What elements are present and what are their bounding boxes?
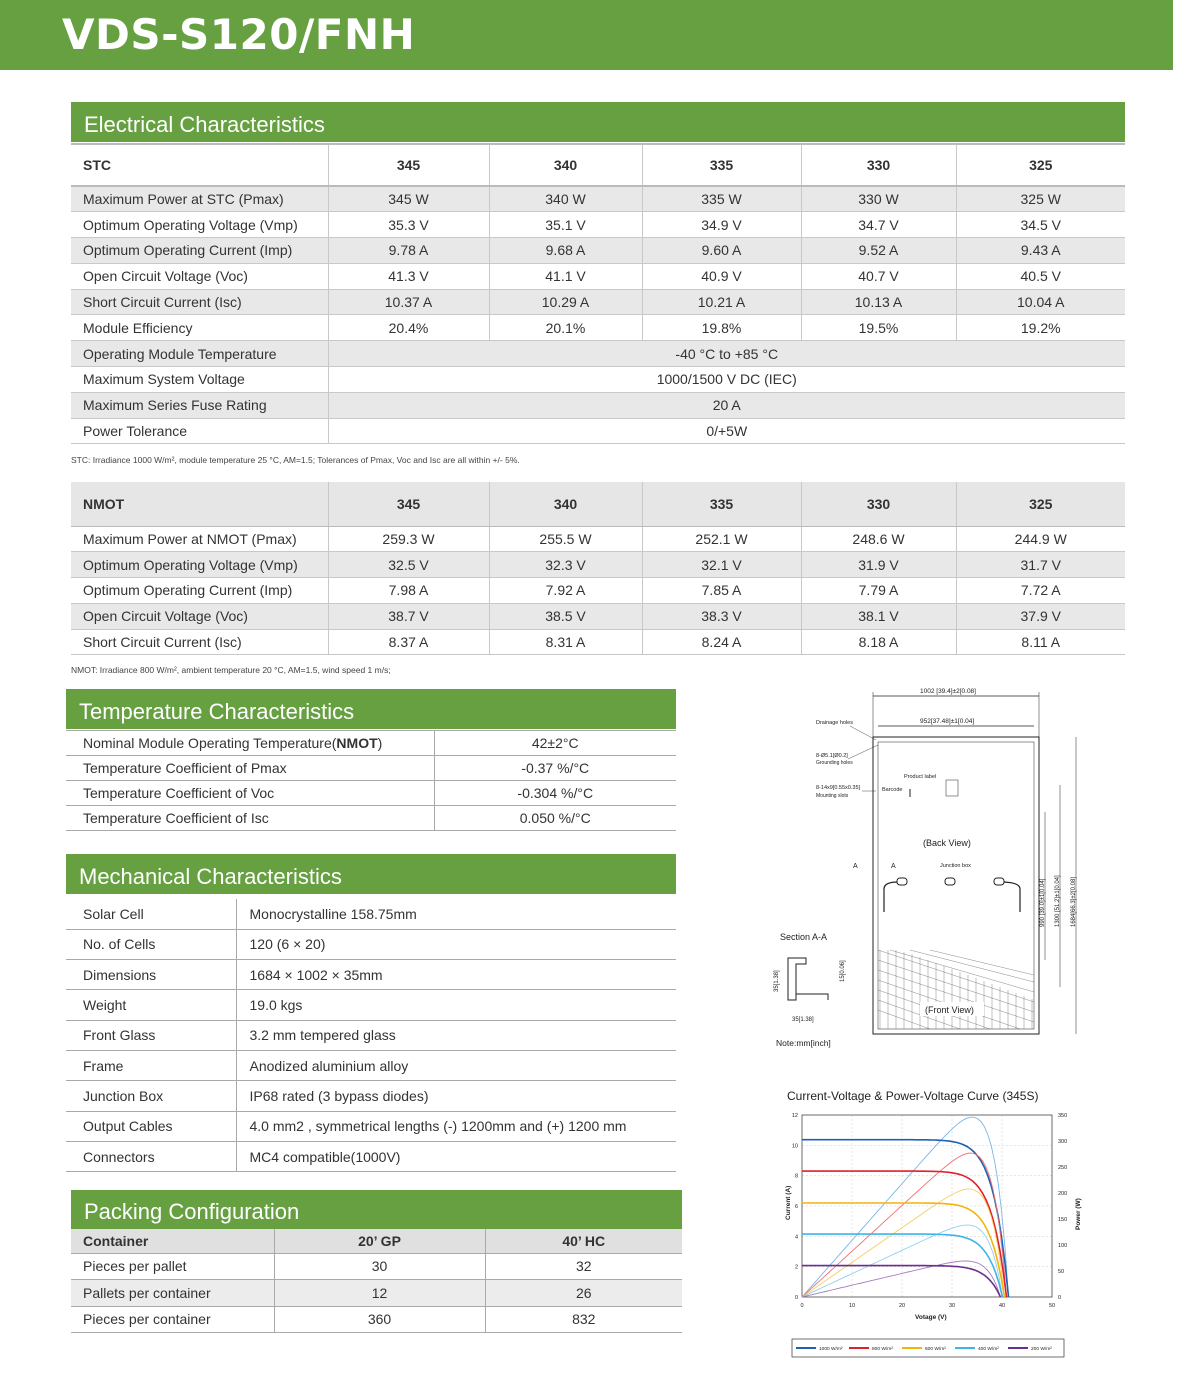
y-tick-label: 4 — [794, 1234, 798, 1241]
pack-header-cell: 40’ HC — [485, 1229, 682, 1253]
stc-cell: 9.78 A — [328, 238, 489, 264]
legend-label: 800 W/m² — [872, 1347, 893, 1352]
packing-heading-text: Packing Configuration — [84, 1199, 300, 1224]
barcode-label: Barcode — [882, 787, 903, 793]
y-tick-label: 0 — [794, 1295, 798, 1301]
stc-note: STC: Irradiance 1000 W/m², module temperature 25 °C, AM=1.5; Tolerances of Pmax, Voc and Isc are all within +/- 5%. — [71, 455, 520, 465]
note-label: Note:mm[inch] — [776, 1038, 831, 1048]
stc-row — [71, 289, 1125, 315]
mech-row-value: 19.0 kgs — [236, 990, 676, 1020]
stc-row-label: Maximum Power at STC (Pmax) — [71, 186, 328, 212]
nmot-cell: 38.7 V — [328, 603, 489, 629]
mech-row-value: IP68 rated (3 bypass diodes) — [236, 1081, 676, 1111]
mech-row — [66, 929, 676, 959]
nmot-row-label: Open Circuit Voltage (Voc) — [71, 603, 328, 629]
mechanical-heading — [66, 854, 676, 894]
stc-header-model: 345 — [328, 144, 489, 186]
stc-span-value: 20 A — [328, 392, 1125, 418]
pack-header-cell: 20’ GP — [274, 1229, 485, 1253]
pack-row — [71, 1306, 682, 1333]
page-title: VDS-S120/FNH — [62, 10, 416, 59]
mech-row-value: Anodized aluminium alloy — [236, 1050, 676, 1080]
pack-row-label: Pallets per container — [71, 1280, 274, 1307]
temp-row-label — [66, 781, 434, 806]
junction-box-label: Junction box — [940, 863, 971, 869]
nmot-cell: 252.1 W — [642, 526, 801, 552]
nmot-note: NMOT: Irradiance 800 W/m², ambient temperature 20 °C, AM=1.5, wind speed 1 m/s; — [71, 665, 391, 675]
nmot-cell: 32.1 V — [642, 552, 801, 578]
nmot-row-label: Optimum Operating Current (Imp) — [71, 578, 328, 604]
stc-cell: 35.1 V — [489, 212, 642, 238]
nmot-cell: 37.9 V — [956, 603, 1125, 629]
stc-cell: 9.60 A — [642, 238, 801, 264]
junction-box-2 — [945, 878, 955, 885]
y2-tick-label: 350 — [1058, 1113, 1068, 1119]
stc-cell: 10.29 A — [489, 289, 642, 315]
y-tick-label: 10 — [791, 1143, 798, 1150]
pack-row-label: Pieces per container — [71, 1306, 274, 1333]
stc-header-model: 330 — [801, 144, 956, 186]
stc-cell: 10.37 A — [328, 289, 489, 315]
mech-row-label: Output Cables — [66, 1111, 236, 1141]
temp-label-text: Nominal Module Operating Temperature( — [83, 735, 337, 751]
mech-row-label: No. of Cells — [66, 929, 236, 959]
product-label-text: Product label — [904, 774, 937, 780]
nmot-cell: 38.1 V — [801, 603, 956, 629]
stc-cell: 10.13 A — [801, 289, 956, 315]
section-marker-left: A — [853, 863, 858, 870]
x-tick-label: 0 — [800, 1303, 804, 1309]
stc-cell: 41.1 V — [489, 263, 642, 289]
nmot-row-label: Short Circuit Current (Isc) — [71, 629, 328, 655]
temperature-heading-text: Temperature Characteristics — [79, 699, 355, 724]
nmot-row-label: Optimum Operating Voltage (Vmp) — [71, 552, 328, 578]
dim-15-label: 15[0.06] — [840, 960, 846, 982]
nmot-row — [71, 578, 1125, 604]
stc-row-label: Short Circuit Current (Isc) — [71, 289, 328, 315]
inner-width-label: 952[37.48]±1[0.04] — [920, 718, 975, 725]
stc-row — [71, 212, 1125, 238]
mech-row — [66, 1111, 676, 1141]
temp-row — [66, 806, 676, 831]
stc-span-label: Power Tolerance — [71, 418, 328, 444]
mech-row-label: Front Glass — [66, 1020, 236, 1050]
y2-axis-label: Power (W) — [1075, 1198, 1082, 1230]
stc-cell: 35.3 V — [328, 212, 489, 238]
stc-cell: 41.3 V — [328, 263, 489, 289]
mech-row — [66, 1141, 676, 1171]
section-marker-right: A — [891, 863, 896, 870]
y-tick-label: 8 — [794, 1173, 798, 1180]
nmot-row — [71, 526, 1125, 552]
power-curve — [802, 1117, 1009, 1297]
stc-span-row — [71, 418, 1125, 444]
stc-span-label: Operating Module Temperature — [71, 341, 328, 367]
current-curve — [802, 1140, 1009, 1297]
nmot-row — [71, 629, 1125, 655]
nmot-row-label: Maximum Power at NMOT (Pmax) — [71, 526, 328, 552]
pack-cell: 32 — [485, 1253, 682, 1280]
stc-span-row — [71, 392, 1125, 418]
mech-row — [66, 1081, 676, 1111]
temperature-table — [66, 730, 676, 831]
stc-cell: 345 W — [328, 186, 489, 212]
stc-table — [71, 143, 1125, 444]
temp-row — [66, 731, 676, 756]
temp-row-value: 0.050 %/°C — [434, 806, 676, 831]
stc-cell: 10.04 A — [956, 289, 1125, 315]
stc-span-label: Maximum System Voltage — [71, 367, 328, 393]
stc-cell: 40.9 V — [642, 263, 801, 289]
stc-span-row — [71, 341, 1125, 367]
y2-tick-label: 100 — [1058, 1243, 1068, 1249]
pack-row — [71, 1253, 682, 1280]
grounding-label: Grounding holes — [816, 760, 853, 766]
title-banner — [0, 0, 1173, 70]
nmot-header-row — [71, 482, 1125, 526]
nmot-cell: 259.3 W — [328, 526, 489, 552]
temp-label-text: Temperature Coefficient of Isc — [83, 810, 269, 826]
temp-label-suffix: ) — [377, 735, 383, 751]
nmot-header-model: 330 — [801, 482, 956, 526]
y2-tick-label: 250 — [1058, 1165, 1068, 1171]
pack-cell: 360 — [274, 1306, 485, 1333]
x-tick-label: 40 — [998, 1303, 1006, 1309]
mechanical-table — [66, 899, 676, 1172]
stc-span-row — [71, 367, 1125, 393]
stc-cell: 20.4% — [328, 315, 489, 341]
stc-cell: 325 W — [956, 186, 1125, 212]
stc-header-model: 340 — [489, 144, 642, 186]
stc-cell: 9.52 A — [801, 238, 956, 264]
temp-row — [66, 781, 676, 806]
module-drawing — [770, 682, 1090, 1052]
drainage-leader — [850, 726, 876, 740]
stc-cell: 20.1% — [489, 315, 642, 341]
pack-header-row — [71, 1229, 682, 1253]
mech-row-label: Frame — [66, 1050, 236, 1080]
stc-cell: 40.7 V — [801, 263, 956, 289]
y2-tick-label: 50 — [1058, 1269, 1065, 1275]
nmot-row — [71, 552, 1125, 578]
pack-header-cell: Container — [71, 1229, 274, 1253]
y2-tick-label: 150 — [1058, 1217, 1068, 1223]
mech-row — [66, 990, 676, 1020]
legend-label: 1000 W/m² — [819, 1347, 843, 1352]
nmot-cell: 7.72 A — [956, 578, 1125, 604]
mech-row — [66, 899, 676, 929]
mech-row-label: Weight — [66, 990, 236, 1020]
stc-cell: 10.21 A — [642, 289, 801, 315]
grounding-dim: 8-Ø5.1[Ø0.2] — [816, 753, 848, 759]
dim-990-label: 990 [39.0]±1[0.04] — [1040, 878, 1046, 927]
legend-label: 400 W/m² — [978, 1347, 999, 1352]
stc-cell: 40.5 V — [956, 263, 1125, 289]
stc-row — [71, 238, 1125, 264]
nmot-cell: 7.85 A — [642, 578, 801, 604]
junction-box-1 — [897, 878, 907, 885]
junction-box-3 — [994, 878, 1004, 885]
nmot-cell: 8.24 A — [642, 629, 801, 655]
mech-row-label: Dimensions — [66, 960, 236, 990]
y-axis-label: Current (A) — [785, 1185, 792, 1220]
dim-1300-label: 1300 [51.2]±1[0.04] — [1055, 875, 1061, 927]
temp-row — [66, 756, 676, 781]
pack-row-label: Pieces per pallet — [71, 1253, 274, 1280]
nmot-cell: 244.9 W — [956, 526, 1125, 552]
nmot-cell: 7.79 A — [801, 578, 956, 604]
x-tick-label: 30 — [948, 1303, 956, 1309]
nmot-header-model: 345 — [328, 482, 489, 526]
y2-tick-label: 300 — [1058, 1139, 1068, 1145]
x-tick-label: 20 — [898, 1303, 906, 1309]
mounting-label: Mounting slots — [816, 793, 849, 799]
nmot-cell: 32.3 V — [489, 552, 642, 578]
mech-row-value: 120 (6 × 20) — [236, 929, 676, 959]
stc-span-value: 1000/1500 V DC (IEC) — [328, 367, 1125, 393]
stc-row-label: Module Efficiency — [71, 315, 328, 341]
stc-span-value: -40 °C to +85 °C — [328, 341, 1125, 367]
stc-header-model: 335 — [642, 144, 801, 186]
section-label: Section A-A — [780, 932, 828, 942]
stc-row-label: Open Circuit Voltage (Voc) — [71, 263, 328, 289]
mech-row — [66, 1020, 676, 1050]
y2-tick-label: 0 — [1058, 1295, 1062, 1301]
temp-row-label — [66, 731, 434, 756]
nmot-header-label: NMOT — [71, 482, 328, 526]
mech-row-value: 3.2 mm tempered glass — [236, 1020, 676, 1050]
power-curve — [802, 1261, 1001, 1297]
stc-header-row — [71, 144, 1125, 186]
temp-label-text: Temperature Coefficient of Voc — [83, 785, 275, 801]
mounting-dim: 8-14x9[0.55x0.35] — [816, 785, 861, 791]
nmot-cell: 31.7 V — [956, 552, 1125, 578]
width-label: 1002 [39.4]±2[0.08] — [920, 688, 976, 695]
x-tick-label: 50 — [1048, 1303, 1056, 1309]
stc-row-label: Optimum Operating Current (Imp) — [71, 238, 328, 264]
mech-row-value: Monocrystalline 158.75mm — [236, 899, 676, 929]
nmot-cell: 255.5 W — [489, 526, 642, 552]
stc-cell: 34.9 V — [642, 212, 801, 238]
x-tick-label: 10 — [848, 1303, 856, 1309]
stc-cell: 34.7 V — [801, 212, 956, 238]
stc-header-label: STC — [71, 144, 328, 186]
electrical-heading — [71, 102, 1125, 142]
stc-cell: 19.2% — [956, 315, 1125, 341]
power-curve — [802, 1189, 1005, 1297]
cable-right — [1000, 882, 1020, 912]
legend-label: 200 W/m² — [1031, 1347, 1052, 1352]
nmot-cell: 7.92 A — [489, 578, 642, 604]
stc-cell: 330 W — [801, 186, 956, 212]
stc-row-label: Optimum Operating Voltage (Vmp) — [71, 212, 328, 238]
section-flange — [796, 994, 828, 1000]
packing-table — [71, 1229, 682, 1333]
stc-cell: 34.5 V — [956, 212, 1125, 238]
nmot-cell: 8.11 A — [956, 629, 1125, 655]
back-view-label: (Back View) — [923, 838, 971, 848]
pack-cell: 832 — [485, 1306, 682, 1333]
nmot-header-model: 340 — [489, 482, 642, 526]
stc-cell: 19.8% — [642, 315, 801, 341]
stc-span-label: Maximum Series Fuse Rating — [71, 392, 328, 418]
cable-left — [884, 882, 898, 912]
dim-1684-label: 1684[66.3]±2[0.08] — [1071, 876, 1077, 927]
temp-row-value: -0.304 %/°C — [434, 781, 676, 806]
temp-row-label — [66, 756, 434, 781]
y-tick-label: 6 — [794, 1204, 798, 1210]
stc-header-model: 325 — [956, 144, 1125, 186]
mech-row — [66, 1050, 676, 1080]
pack-cell: 30 — [274, 1253, 485, 1280]
mech-row-label: Solar Cell — [66, 899, 236, 929]
temp-row-value: 42±2°C — [434, 731, 676, 756]
nmot-cell: 38.5 V — [489, 603, 642, 629]
nmot-cell: 38.3 V — [642, 603, 801, 629]
stc-row — [71, 315, 1125, 341]
nmot-cell: 8.37 A — [328, 629, 489, 655]
nmot-cell: 8.31 A — [489, 629, 642, 655]
pack-cell: 26 — [485, 1280, 682, 1307]
temp-label-text: Temperature Coefficient of Pmax — [83, 760, 287, 776]
chart-title: Current-Voltage & Power-Voltage Curve (345S) — [787, 1089, 1039, 1103]
nmot-header-model: 325 — [956, 482, 1125, 526]
nmot-cell: 31.9 V — [801, 552, 956, 578]
iv-curve-chart — [760, 1085, 1080, 1365]
mechanical-heading-text: Mechanical Characteristics — [79, 864, 342, 889]
drainage-label: Drainage holes — [816, 720, 853, 726]
nmot-cell: 248.6 W — [801, 526, 956, 552]
temp-row-label — [66, 806, 434, 831]
nmot-cell: 32.5 V — [328, 552, 489, 578]
mech-row-value: 4.0 mm2 , symmetrical lengths (-) 1200mm and (+) 1200 mm — [236, 1111, 676, 1141]
stc-cell: 19.5% — [801, 315, 956, 341]
mech-row — [66, 960, 676, 990]
front-view-hatch — [878, 950, 1034, 1029]
mech-row-value: MC4 compatible(1000V) — [236, 1141, 676, 1171]
nmot-table — [71, 482, 1125, 655]
stc-cell: 9.43 A — [956, 238, 1125, 264]
front-view-label: (Front View) — [925, 1005, 974, 1015]
mech-row-value: 1684 × 1002 × 35mm — [236, 960, 676, 990]
stc-cell: 340 W — [489, 186, 642, 212]
nmot-header-model: 335 — [642, 482, 801, 526]
nmot-cell: 8.18 A — [801, 629, 956, 655]
mech-row-label: Junction Box — [66, 1081, 236, 1111]
x-axis-label: Votage (V) — [915, 1314, 947, 1321]
pack-row — [71, 1280, 682, 1307]
y-tick-label: 12 — [791, 1113, 798, 1119]
stc-span-value: 0/+5W — [328, 418, 1125, 444]
electrical-heading-text: Electrical Characteristics — [84, 112, 325, 137]
temp-label-bold: NMOT — [336, 735, 378, 751]
temp-row-value: -0.37 %/°C — [434, 756, 676, 781]
nmot-row — [71, 603, 1125, 629]
product-label-box — [946, 780, 958, 796]
stc-cell: 335 W — [642, 186, 801, 212]
mech-row-label: Connectors — [66, 1141, 236, 1171]
pack-cell: 12 — [274, 1280, 485, 1307]
dim-35h-label: 35[1.38] — [774, 970, 780, 992]
packing-heading — [71, 1190, 682, 1229]
nmot-cell: 7.98 A — [328, 578, 489, 604]
dim-35w-label: 35[1.38] — [792, 1017, 814, 1023]
stc-row — [71, 263, 1125, 289]
y2-tick-label: 200 — [1058, 1191, 1068, 1197]
stc-row — [71, 186, 1125, 212]
temperature-heading — [66, 689, 676, 729]
stc-cell: 9.68 A — [489, 238, 642, 264]
y-tick-label: 2 — [794, 1264, 798, 1271]
legend-label: 600 W/m² — [925, 1347, 946, 1352]
